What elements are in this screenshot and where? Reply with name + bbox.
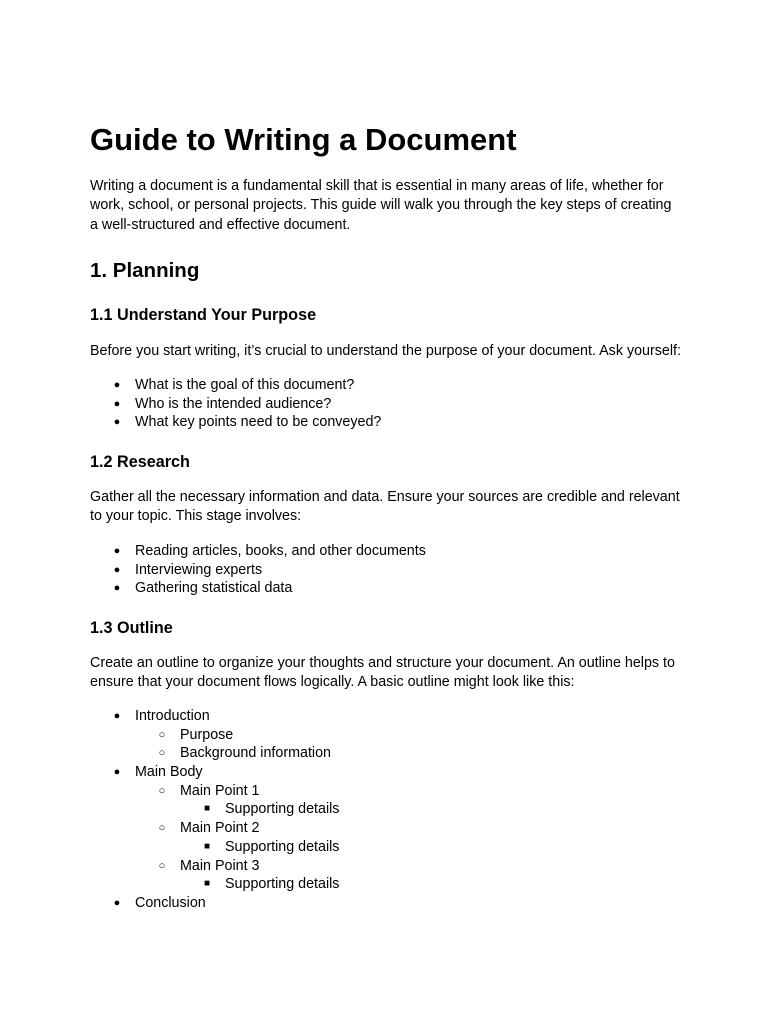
list-item [90,744,690,763]
list-item [90,894,690,913]
research-list [90,542,690,598]
list-item-label: Interviewing experts [135,561,263,578]
bullet-icon: ● [113,379,121,391]
list-item [90,782,690,801]
bullet-icon: ● [113,766,121,779]
list-item-label: Main Body [135,764,203,781]
list-item-label: Reading articles, books, and other documents [135,543,426,559]
bullet-icon: ● [113,545,121,557]
list-item-label: Gathering statistical data [135,580,293,597]
subsection-heading-research: 1.2 Research [90,453,190,471]
circle-bullet-icon: ○ [158,822,166,835]
square-bullet-icon: ■ [203,840,211,852]
circle-bullet-icon: ○ [158,784,166,797]
square-bullet-icon: ■ [203,878,211,890]
purpose-paragraph: Before you start writing, it’s crucial to understand the purpose of your document. Ask yourself: [90,343,681,359]
list-item [90,875,690,894]
bullet-icon: ● [113,397,121,410]
section-heading-planning: 1. Planning [90,259,200,282]
bullet-icon: ● [113,582,121,595]
list-item [90,838,690,857]
document-title: Guide to Writing a Document [90,122,517,157]
bullet-icon: ● [113,563,121,576]
list-item [90,800,690,819]
list-item-label: Main Point 1 [180,782,260,799]
outline-paragraph: Create an outline to organize your thoughts and structure your document. An outline helps to ensure that your document flows logically. A basic outline might look like this: [90,655,675,691]
list-item [90,726,690,745]
list-item [90,579,690,598]
list-item [90,707,690,726]
list-item-label: Main Point 3 [180,857,260,874]
circle-bullet-icon: ○ [158,747,166,760]
circle-bullet-icon: ○ [158,728,166,741]
list-item [90,542,690,561]
list-item-label: What is the goal of this document? [135,377,355,393]
list-item-label: Conclusion [135,894,206,911]
subsection-heading-outline: 1.3 Outline [90,619,173,637]
list-item-label: Main Point 2 [180,820,260,837]
list-item [90,763,690,782]
square-bullet-icon: ■ [203,803,211,815]
bullet-icon: ● [113,416,121,429]
list-item-label: Background information [180,745,331,762]
list-item-label: What key points need to be conveyed? [135,414,382,431]
list-item-label: Who is the intended audience? [135,395,332,412]
list-item-label: Supporting details [225,876,340,893]
list-item [90,376,690,395]
list-item [90,819,690,838]
list-item [90,561,690,580]
subsection-heading-purpose: 1.1 Understand Your Purpose [90,306,317,324]
bullet-icon: ● [113,896,121,909]
outline-list [90,707,690,913]
list-item [90,395,690,414]
list-item [90,413,690,432]
bullet-icon: ● [113,710,121,722]
purpose-list [90,376,690,432]
list-item [90,857,690,876]
research-paragraph: Gather all the necessary information and data. Ensure your sources are credible and relevant to your topic. This stage involves: [90,489,680,525]
list-item-label: Supporting details [225,801,340,818]
list-item-label: Supporting details [225,838,340,855]
list-item-label: Purpose [180,726,234,743]
circle-bullet-icon: ○ [158,859,166,872]
intro-paragraph: Writing a document is a fundamental skill that is essential in many areas of life, whether for work, school, or personal projects. This guide will walk you through the key steps of creating a well-structured and effective document. [90,178,672,233]
list-item-label: Introduction [135,708,210,724]
